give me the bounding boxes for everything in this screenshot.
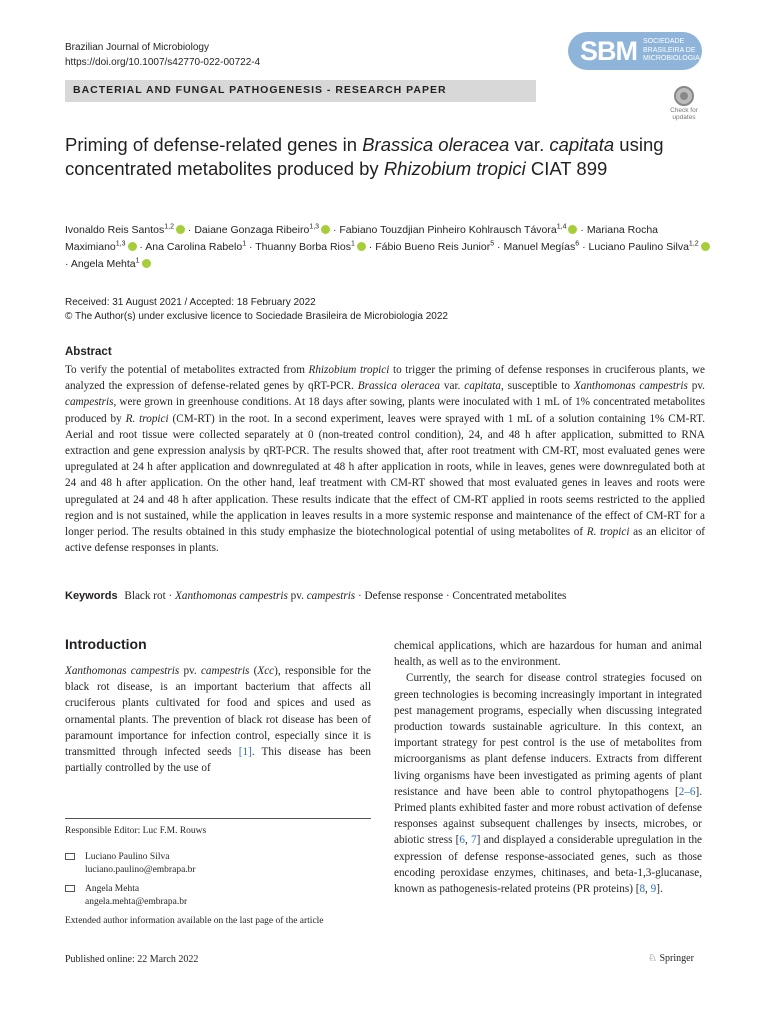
author-name: Mariana Rocha Maximiano: [65, 224, 659, 253]
affiliation-marker: 1: [135, 257, 140, 265]
author: [65, 224, 185, 236]
author-name: Luciano Paulino Silva: [85, 852, 170, 862]
affiliation-marker: 5: [490, 240, 495, 248]
author: [503, 241, 579, 253]
intro-right-column: [394, 638, 702, 897]
email-link[interactable]: angela.mehta@embrapa.br: [85, 897, 188, 907]
check-updates-label: [666, 107, 702, 121]
copyright-line: © The Author(s) under exclusive licence to Sociedade Brasileira de Microbiologia 2022: [65, 311, 448, 322]
affiliation-marker: 1,4: [556, 223, 567, 231]
abstract-text: pv.: [687, 380, 705, 393]
citation-link[interactable]: 7: [470, 834, 477, 847]
abstract-text: as an elicitor of active defense responses in plants.: [65, 526, 706, 555]
keywords: [65, 590, 705, 602]
abstract-italic: Brassica oleracea: [357, 380, 440, 393]
abstract-italic: R. tropici: [125, 412, 169, 425]
abstract-text: , susceptible to: [500, 380, 574, 393]
footnotes: [65, 825, 371, 928]
extended-info: Extended author information available on the last page of the article: [65, 916, 324, 926]
abstract-italic: capitata: [464, 380, 501, 393]
author-name: Ivonaldo Reis Santos: [65, 224, 165, 236]
author: [194, 224, 330, 236]
author-name: Angela Mehta: [85, 884, 140, 894]
introduction-heading: Introduction: [65, 636, 147, 652]
publisher-name: Springer: [659, 953, 694, 964]
email-link[interactable]: luciano.paulino@embrapa.br: [85, 865, 196, 875]
logo-line: SOCIEDADE: [643, 38, 685, 45]
author-name: Angela Mehta: [70, 258, 136, 270]
corresponding-author: [65, 883, 371, 909]
citation-link[interactable]: [1]: [238, 746, 252, 759]
section-label: BACTERIAL AND FUNGAL PATHOGENESIS - RESEARCH PAPER: [73, 84, 447, 96]
abstract-italic: campestris: [65, 396, 114, 409]
orcid-icon[interactable]: [128, 242, 137, 251]
author-name: Manuel Megías: [503, 241, 576, 253]
title-part: Brassica oleracea: [362, 134, 510, 155]
abstract-italic: R. tropici: [586, 526, 630, 539]
title-part: CIAT 899: [525, 158, 608, 179]
doi-link[interactable]: https://doi.org/10.1007/s42770-022-00722-4: [65, 57, 261, 68]
abstract-heading: Abstract: [65, 346, 112, 358]
author: [145, 241, 246, 253]
affiliation-marker: 6: [575, 240, 580, 248]
intro-paragraph: chemical applications, which are hazardous for human and animal health, as well as to the environment.: [394, 640, 702, 669]
keyword-text: Black rot ·: [124, 590, 176, 602]
orcid-icon[interactable]: [176, 225, 185, 234]
affiliation-marker: 1,2: [688, 240, 699, 248]
logo-text: [643, 38, 700, 64]
intro-text: ] and displayed a considerable upregulation in the expression of defense response-associated genes, such as those encoding peroxidase enzymes, chitinases, and beta-1,3-glucanase, known as pathogenesis-related proteins (PR proteins) [: [394, 834, 703, 896]
citation-link[interactable]: 2–6: [678, 785, 696, 798]
corresponding-author: [65, 851, 371, 877]
author-name: Ana Carolina Rabelo: [145, 241, 243, 253]
intro-text: ,: [645, 883, 651, 896]
orcid-icon[interactable]: [568, 225, 577, 234]
orcid-icon[interactable]: [701, 242, 710, 251]
title-part: Rhizobium tropici: [383, 158, 526, 179]
intro-text: ), responsible for the black rot disease, is an important bacterium that affects all cruciferous plants cultivated for food and spices and used as ornamental plants. The prevention of black rot disease has been of paramount importance for infection control, especially since it is transmitted through infected seeds: [65, 665, 371, 759]
intro-text: pv.: [179, 665, 201, 677]
intro-text: ]. Primed plants exhibited faster and more robust activation of defense responses against subsequent challenges by insects, microbes, or abiotic stress [: [394, 785, 702, 847]
orcid-icon[interactable]: [142, 259, 151, 268]
author-name: Luciano Paulino Silva: [588, 241, 689, 253]
received-accepted: Received: 31 August 2021 / Accepted: 18 February 2022: [65, 297, 316, 308]
intro-text: ,: [465, 834, 471, 847]
check-for-updates-badge[interactable]: [666, 86, 702, 124]
sbm-logo: [568, 32, 702, 70]
article-dates: [65, 296, 448, 324]
affiliation-marker: 1: [242, 240, 247, 248]
affiliation-marker: 1,3: [115, 240, 126, 248]
logo-line: BRASILEIRA DE: [643, 46, 696, 54]
author: [339, 224, 577, 236]
published-date: Published online: 22 March 2022: [65, 954, 199, 965]
intro-text: (: [249, 665, 258, 677]
author: [589, 241, 710, 253]
footnote-divider: [65, 818, 371, 819]
article-title: [65, 133, 705, 181]
abstract-text: var.: [439, 380, 465, 393]
citation-link[interactable]: 8: [639, 883, 646, 896]
journal-name: Brazilian Journal of Microbiology: [65, 42, 209, 53]
keyword-text: pv.: [287, 590, 307, 602]
affiliation-marker: 1,3: [309, 223, 320, 231]
author-name: Daiane Gonzaga Ribeiro: [194, 224, 310, 236]
abstract-text: (CM-RT) in the root. In a second experiment, leaves were sprayed with 1 mL of a solution containing 1% CM-RT. Aerial and root tissue were collected separately at 0 (non-treated control condition), 24, and 48 h after application, submitted to RNA extraction and gene expression analysis by qRT-PCR. The results showed that, after root treatment with CM-RT, most evaluated genes were upregulated at 24 h after application and downregulated at 48 h after application in roots, while in leaves, genes were downregulated both at 24 and 48 h after application. On the other hand, leaf treatment with CM-RT showed that most evaluated genes in leaves and roots were upregulated at 24 and 48 h after application. These results indicate that the effect of CM-RT applied in roots seems restricted to the applied region and is not sustained, while the application in leaves results in a more systemic response and maintenance of the effect of CM-RT for a longer period. The results obtained in this study emphasize the biotechnological potential of using metabolites of: [65, 412, 705, 539]
author: [71, 258, 151, 270]
keyword-italic: Xanthomonas campestris: [175, 590, 288, 602]
keywords-label: Keywords: [65, 590, 118, 602]
orcid-icon[interactable]: [321, 225, 330, 234]
publisher: [648, 953, 694, 964]
envelope-icon: [65, 853, 75, 860]
abstract-text: , were grown in greenhouse conditions. At 18 days after sowing, plants were inoculated with 1 mL of 1% concentrated metabolites produced by: [65, 396, 705, 425]
responsible-editor: Responsible Editor: Luc F.M. Rouws: [65, 826, 207, 836]
author: [375, 241, 494, 253]
check-updates-icon: [674, 86, 694, 106]
abstract-italic: Rhizobium tropici: [308, 364, 390, 376]
affiliation-marker: 1: [350, 240, 355, 248]
check-line: updates: [672, 114, 696, 121]
title-part: capitata: [549, 134, 615, 155]
keyword-italic: campestris: [306, 590, 356, 602]
citation-link[interactable]: 9: [650, 883, 657, 896]
check-line: Check for: [670, 107, 698, 114]
author-name: Thuanny Borba Rios: [255, 241, 351, 253]
logo-short: SBM: [580, 36, 637, 66]
author-name: Fabiano Touzdjian Pinheiro Kohlrausch Távora: [339, 224, 557, 236]
intro-text: . This disease has been partially controlled by the use of: [65, 746, 371, 775]
intro-left-column: [65, 663, 371, 776]
intro-text: Currently, the search for disease control strategies focused on green technologies is becoming increasingly important in integrated pest management programs, especially when discussing integrated production towards sustainable agriculture. In this context, an important strategy for pest control is the use of metabolites from microorganisms as plant defense inducers. Extracts from different living organisms have been investigated as priming agents of plant resistance and have been able to control phytopathogens [: [394, 672, 702, 798]
section-banner: [65, 80, 536, 102]
keyword-text: · Defense response · Concentrated metabolites: [355, 590, 567, 602]
affiliation-marker: 1,2: [164, 223, 174, 231]
envelope-icon: [65, 885, 75, 892]
author: [255, 241, 366, 253]
abstract-body: [65, 362, 705, 556]
title-part: using concentrated metabolites produced by: [65, 134, 664, 179]
citation-link[interactable]: 6: [459, 834, 465, 847]
author-name: Fábio Bueno Reis Junior: [375, 241, 491, 253]
intro-text: ].: [656, 883, 663, 896]
springer-icon: ♘: [648, 953, 657, 964]
intro-italic: Xanthomonas campestris: [65, 665, 180, 677]
intro-italic: Xcc: [257, 665, 275, 677]
author-list: Ivonaldo Reis Santos$^{1,2}$ · Daiane Gonzaga Ribeiro$^{1,3}$ · Fabiano Touzdjian Pinheiro Kohlrausch Távora$^{1,4}$ · Mariana Rocha Maximiano$^{1,3}$ · Ana Carolina Rabelo$^1$ · Thuanny Borba Rios$^1$ · Fábio Bueno Reis Junior$^5$ · Manuel Megías$^6$ · Luciano Paulino Silva$^{1,2}$ · Angela Mehta$^1$: [65, 222, 715, 273]
title-part: var.: [509, 134, 550, 155]
intro-italic: campestris: [200, 665, 250, 677]
abstract-text: to trigger the priming of defense responses in cruciferous plants, we analyzed the expression of defense-related genes by qRT-PCR.: [65, 364, 706, 393]
abstract-text: To verify the potential of metabolites extracted from: [65, 364, 309, 376]
orcid-icon[interactable]: [357, 242, 366, 251]
logo-line: MICROBIOLOGIA: [643, 55, 700, 62]
journal-header: [65, 40, 260, 70]
intro-paragraph: [394, 670, 702, 897]
title-part: Priming of defense-related genes in: [65, 134, 363, 155]
abstract-italic: Xanthomonas campestris: [573, 380, 688, 393]
